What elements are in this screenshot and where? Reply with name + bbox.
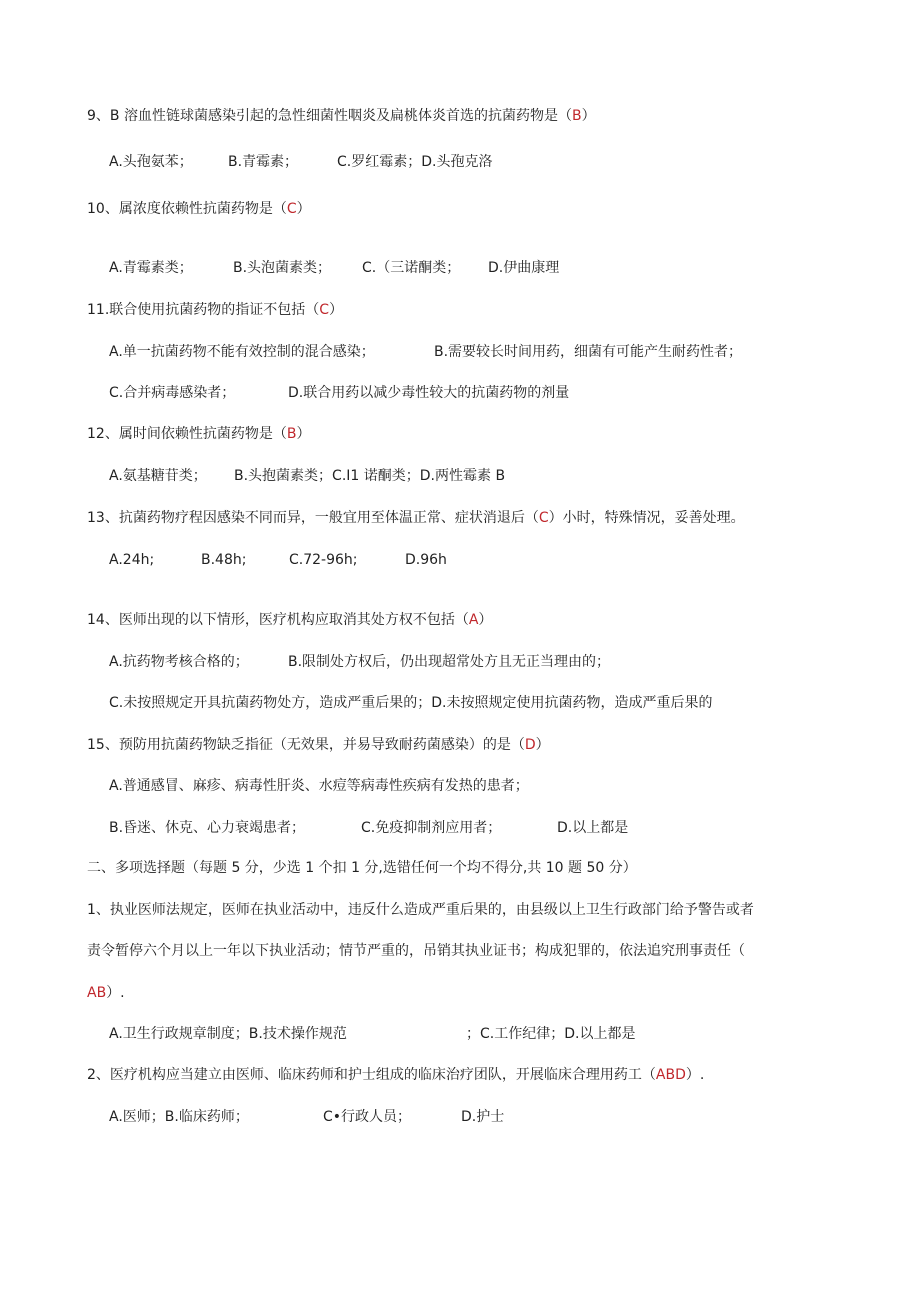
- question-15-stem: 15、预防用抗菌药物缺乏指征（无效果，并易导致耐药菌感染）的是（D）: [87, 737, 550, 753]
- option-ab: A.卫生行政规章制度；B.技术操作规范: [109, 1026, 347, 1042]
- option-a: A.单一抗菌药物不能有效控制的混合感染；: [109, 344, 375, 360]
- answer-m1: AB: [87, 985, 107, 1001]
- multi-question-2-stem: 2、医疗机构应当建立由医师、临床药师和护士组成的临床治疗团队，开展临床合理用药工（ABD）.: [87, 1067, 705, 1083]
- option-c: C.（三诺酮类；: [362, 260, 461, 276]
- option-b: B.青霉素；: [228, 154, 299, 170]
- option-cd: C.未按照规定开具抗菌药物处方，造成严重后果的；D.未按照规定使用抗菌药物，造成严重后果的: [109, 695, 713, 711]
- question-13-options: [0, 550, 920, 570]
- multi-question-1-options: [0, 1024, 920, 1044]
- option-ab: A.医师；B.临床药师；: [109, 1109, 249, 1125]
- question-9-options: [0, 152, 920, 172]
- option-b: B.昏迷、休克、心力衰竭患者；: [109, 820, 306, 836]
- option-cd: ；C.工作纪律；D.以上都是: [466, 1026, 636, 1042]
- option-a: A.氨基糖苷类；: [109, 468, 207, 484]
- question-12-stem: 12、属时间依赖性抗菌药物是（B）: [87, 426, 311, 442]
- question-12-options: [0, 466, 920, 486]
- question-13-stem: 13、抗菌药物疗程因感染不同而异，一般宜用至体温正常、症状消退后（C）小时，特殊情况，妥善处理。: [87, 510, 745, 526]
- option-b: B.限制处方权后，仍出现超常处方且无正当理由的；: [288, 654, 611, 670]
- question-11-options-row2: [0, 383, 920, 403]
- option-a: A.头孢氨苯；: [109, 154, 193, 170]
- option-b: B.需要较长时间用药，细菌有可能产生耐药性者；: [434, 344, 743, 360]
- option-a: A.普通感冒、麻疹、病毒性肝炎、水痘等病毒性疾病有发热的患者；: [109, 778, 529, 794]
- answer-q12: B: [286, 426, 297, 442]
- option-c: C•行政人员；: [323, 1109, 412, 1125]
- multi-question-1-line2: 责令暂停六个月以上一年以下执业活动；情节严重的，吊销其执业证书；构成犯罪的，依法追究刑事责任（: [87, 943, 745, 959]
- question-14-options-row1: [0, 652, 920, 672]
- option-c: C.72-96h;: [289, 552, 358, 568]
- option-d: D.护士: [461, 1109, 505, 1125]
- option-d: D.96h: [405, 552, 447, 568]
- answer-q9: B: [571, 108, 582, 124]
- answer-q15: D: [524, 737, 536, 753]
- option-c: C.合并病毒感染者；: [109, 385, 236, 401]
- answer-q11: C: [319, 302, 330, 318]
- question-10-stem: 10、属浓度依赖性抗菌药物是（C）: [87, 201, 311, 217]
- question-9-stem: 9、B 溶血性链球菌感染引起的急性细菌性咽炎及扁桃体炎首选的抗菌药物是（B）: [87, 108, 596, 124]
- option-a: A.抗药物考核合格的；: [109, 654, 249, 670]
- multi-question-1-answer-line: AB）.: [87, 985, 125, 1001]
- answer-q13: C: [538, 510, 549, 526]
- answer-q14: A: [468, 612, 479, 628]
- multi-question-2-options: [0, 1107, 920, 1127]
- option-d: D.联合用药以减少毒性较大的抗菌药物的剂量: [288, 385, 570, 401]
- option-cd: C.罗红霉素；D.头孢克洛: [337, 154, 493, 170]
- question-11-options-row1: [0, 342, 920, 362]
- option-b: B.头泡菌素类；: [233, 260, 332, 276]
- option-bcd: B.头抱菌素类；C.I1 诺酮类；D.两性霉素 B: [234, 468, 506, 484]
- question-10-options: [0, 258, 920, 278]
- option-d: D.以上都是: [557, 820, 629, 836]
- option-c: C.免疫抑制剂应用者；: [361, 820, 502, 836]
- option-b: B.48h;: [201, 552, 247, 568]
- section-2-title: 二、多项选择题（每题 5 分，少选 1 个扣 1 分,选错任何一个均不得分,共 10 题 50 分）: [87, 860, 637, 876]
- answer-q10: C: [286, 201, 297, 217]
- option-d: D.伊曲康理: [488, 260, 560, 276]
- multi-question-1-line1: 1、执业医师法规定，医师在执业活动中，违反什么造成严重后果的，由县级以上卫生行政部门给予警告或者: [87, 902, 754, 918]
- question-15-options-row1: [109, 776, 529, 796]
- question-11-stem: 11.联合使用抗菌药物的指证不包括（C）: [87, 302, 344, 318]
- question-15-options-row2: [0, 818, 920, 838]
- question-14-stem: 14、医师出现的以下情形，医疗机构应取消其处方权不包括（A）: [87, 612, 493, 628]
- option-a: A.青霉素类；: [109, 260, 193, 276]
- option-a: A.24h;: [109, 552, 155, 568]
- question-14-options-row2: [109, 693, 712, 713]
- answer-m2: ABD: [655, 1067, 686, 1083]
